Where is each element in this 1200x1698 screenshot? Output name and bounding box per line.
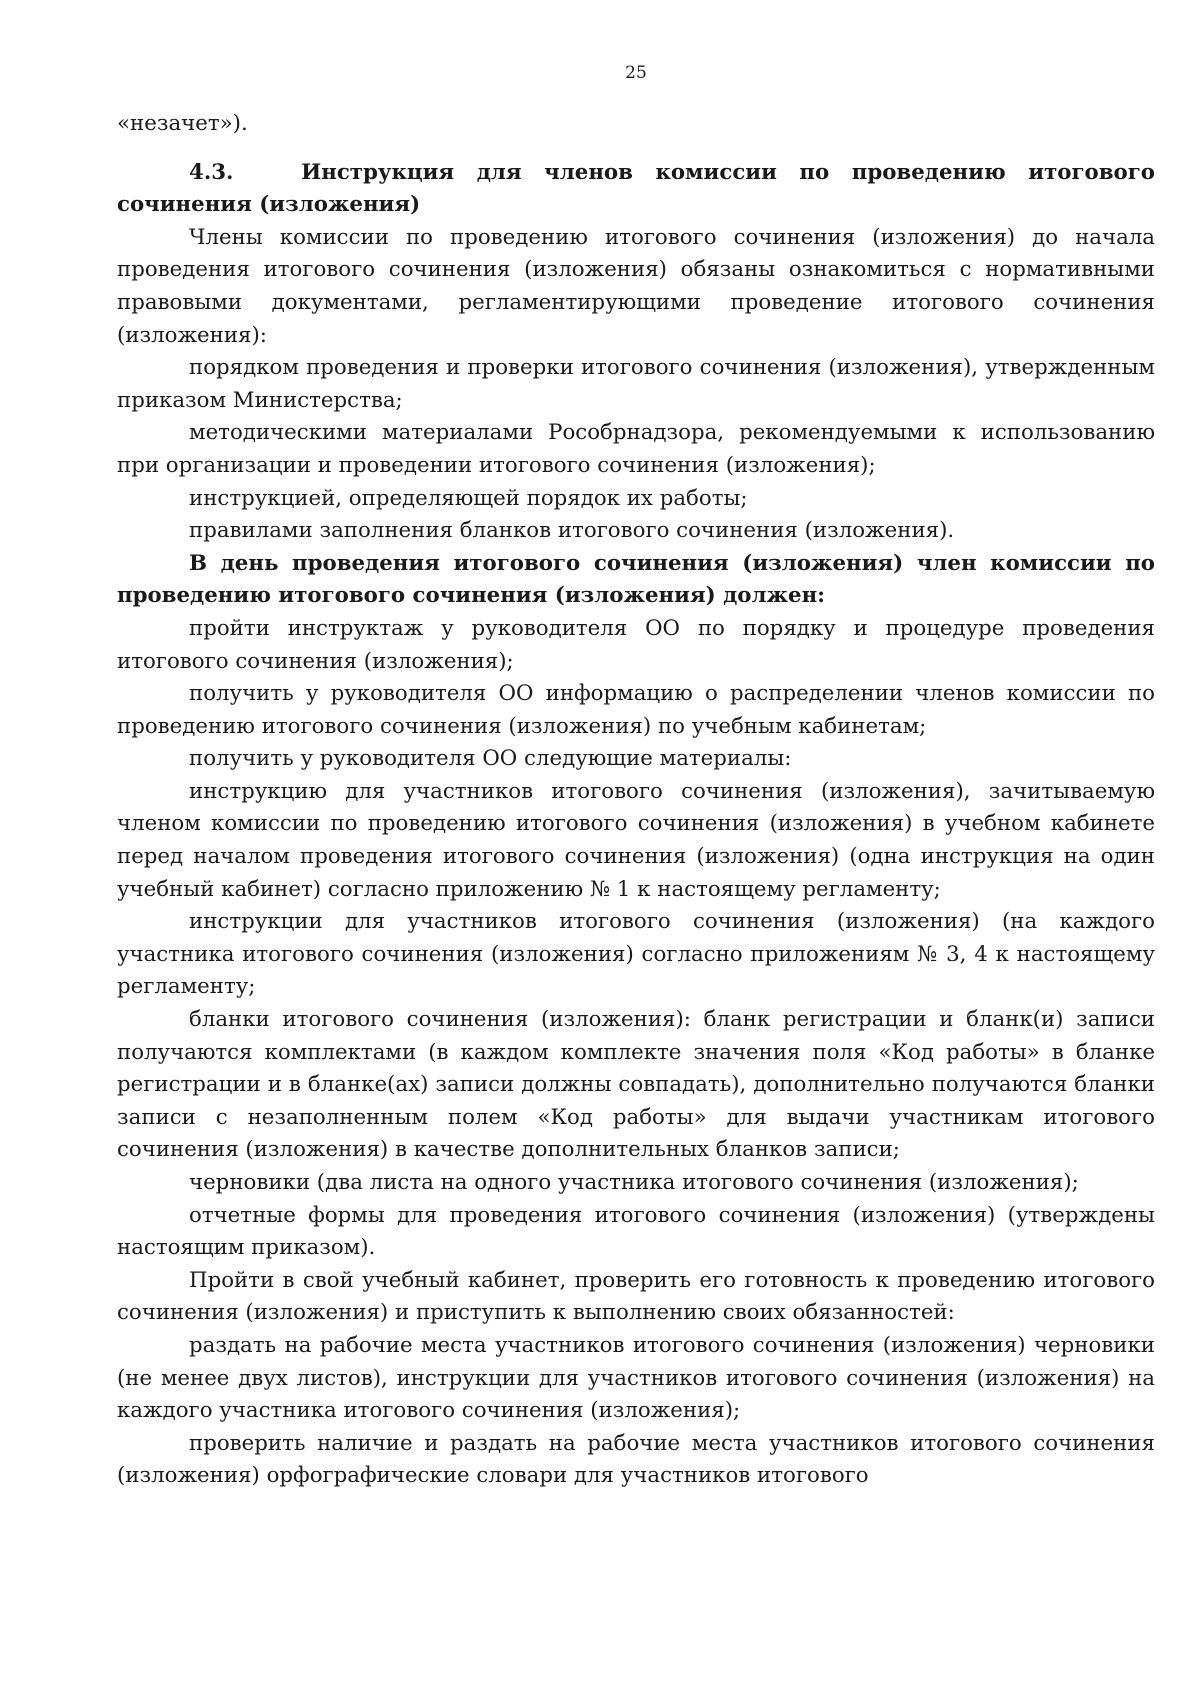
list-item: пройти инструктаж у руководителя ОО по порядку и процедуре проведения итогового сочинения (изложения); (117, 615, 1155, 674)
list-item: инструкцию для участников итогового сочинения (изложения), зачитываемую членом комиссии по проведению итогового сочинения (изложения) в учебном кабинете перед началом проведения итогового сочинения (изложения) (одна инструкция на один учебный кабинет) согласно приложению № 1 к настоящему регламенту; (117, 778, 1155, 902)
section-number: 4.3. (189, 159, 234, 185)
list-item: инструкцией, определяющей порядок их работы; (189, 485, 748, 511)
paragraph: Члены комиссии по проведению итогового сочинения (изложения) до начала проведения итогового сочинения (изложения) обязаны ознакомиться с нормативными правовыми документами, регламентирующими проведение итогового сочинения (изложения): (117, 224, 1155, 348)
list-item: проверить наличие и раздать на рабочие места участников итогового сочинения (изложения) орфографические словари для участников итогового (117, 1430, 1155, 1489)
list-item: порядком проведения и проверки итогового сочинения (изложения), утвержденным приказом Министерства; (117, 355, 1155, 413)
page-number: 25 (625, 63, 647, 83)
document-body (117, 108, 1155, 1493)
list-item: бланки итогового сочинения (изложения): бланк регистрации и бланк(и) записи получаются комплектами (в каждом комплекте значения поля «Код работы» в бланке регистрации и в бланке(ах) записи должны совпадать), дополнительно получаются бланки записи с незаполненным полем «Код работы» для выдачи участникам итогового сочинения (изложения) в качестве дополнительных бланков записи; (117, 1007, 1155, 1163)
section-heading (117, 157, 1155, 222)
bold-paragraph: В день проведения итогового сочинения (изложения) член комиссии по проведению итогового сочинения (изложения) должен: (117, 550, 1155, 609)
list-item: получить у руководителя ОО информацию о распределении членов комиссии по проведению итогового сочинения (изложения) по учебным кабинетам; (117, 681, 1155, 739)
list-item: правилами заполнения бланков итогового сочинения (изложения). (189, 518, 955, 544)
list-item: инструкции для участников итогового сочинения (изложения) (на каждого участника итогового сочинения (изложения) согласно приложениям № 3, 4 к настоящему регламенту; (117, 909, 1155, 1000)
document-page (117, 62, 1155, 1493)
list-item: черновики (два листа на одного участника итогового сочинения (изложения); (189, 1170, 1079, 1195)
section-title: Инструкция для членов комиссии по проведению итогового сочинения (изложения) (117, 159, 1156, 218)
paragraph: Пройти в свой учебный кабинет, проверить его готовность к проведению итогового сочинения (изложения) и приступить к выполнению своих обязанностей: (117, 1267, 1155, 1326)
list-item: раздать на рабочие места участников итогового сочинения (изложения) черновики (не менее двух листов), инструкции для участников итогового сочинения (изложения) на каждого участника итогового сочинения (изложения); (117, 1332, 1155, 1424)
paragraph-continuation: «незачет»). (117, 111, 248, 136)
list-item: отчетные формы для проведения итогового сочинения (изложения) (утверждены настоящим приказом). (117, 1202, 1155, 1261)
list-item: методическими материалами Рособрнадзора, рекомендуемыми к использованию при организации и проведении итогового сочинения (изложения); (117, 420, 1155, 478)
list-item: получить у руководителя ОО следующие материалы: (189, 746, 792, 772)
